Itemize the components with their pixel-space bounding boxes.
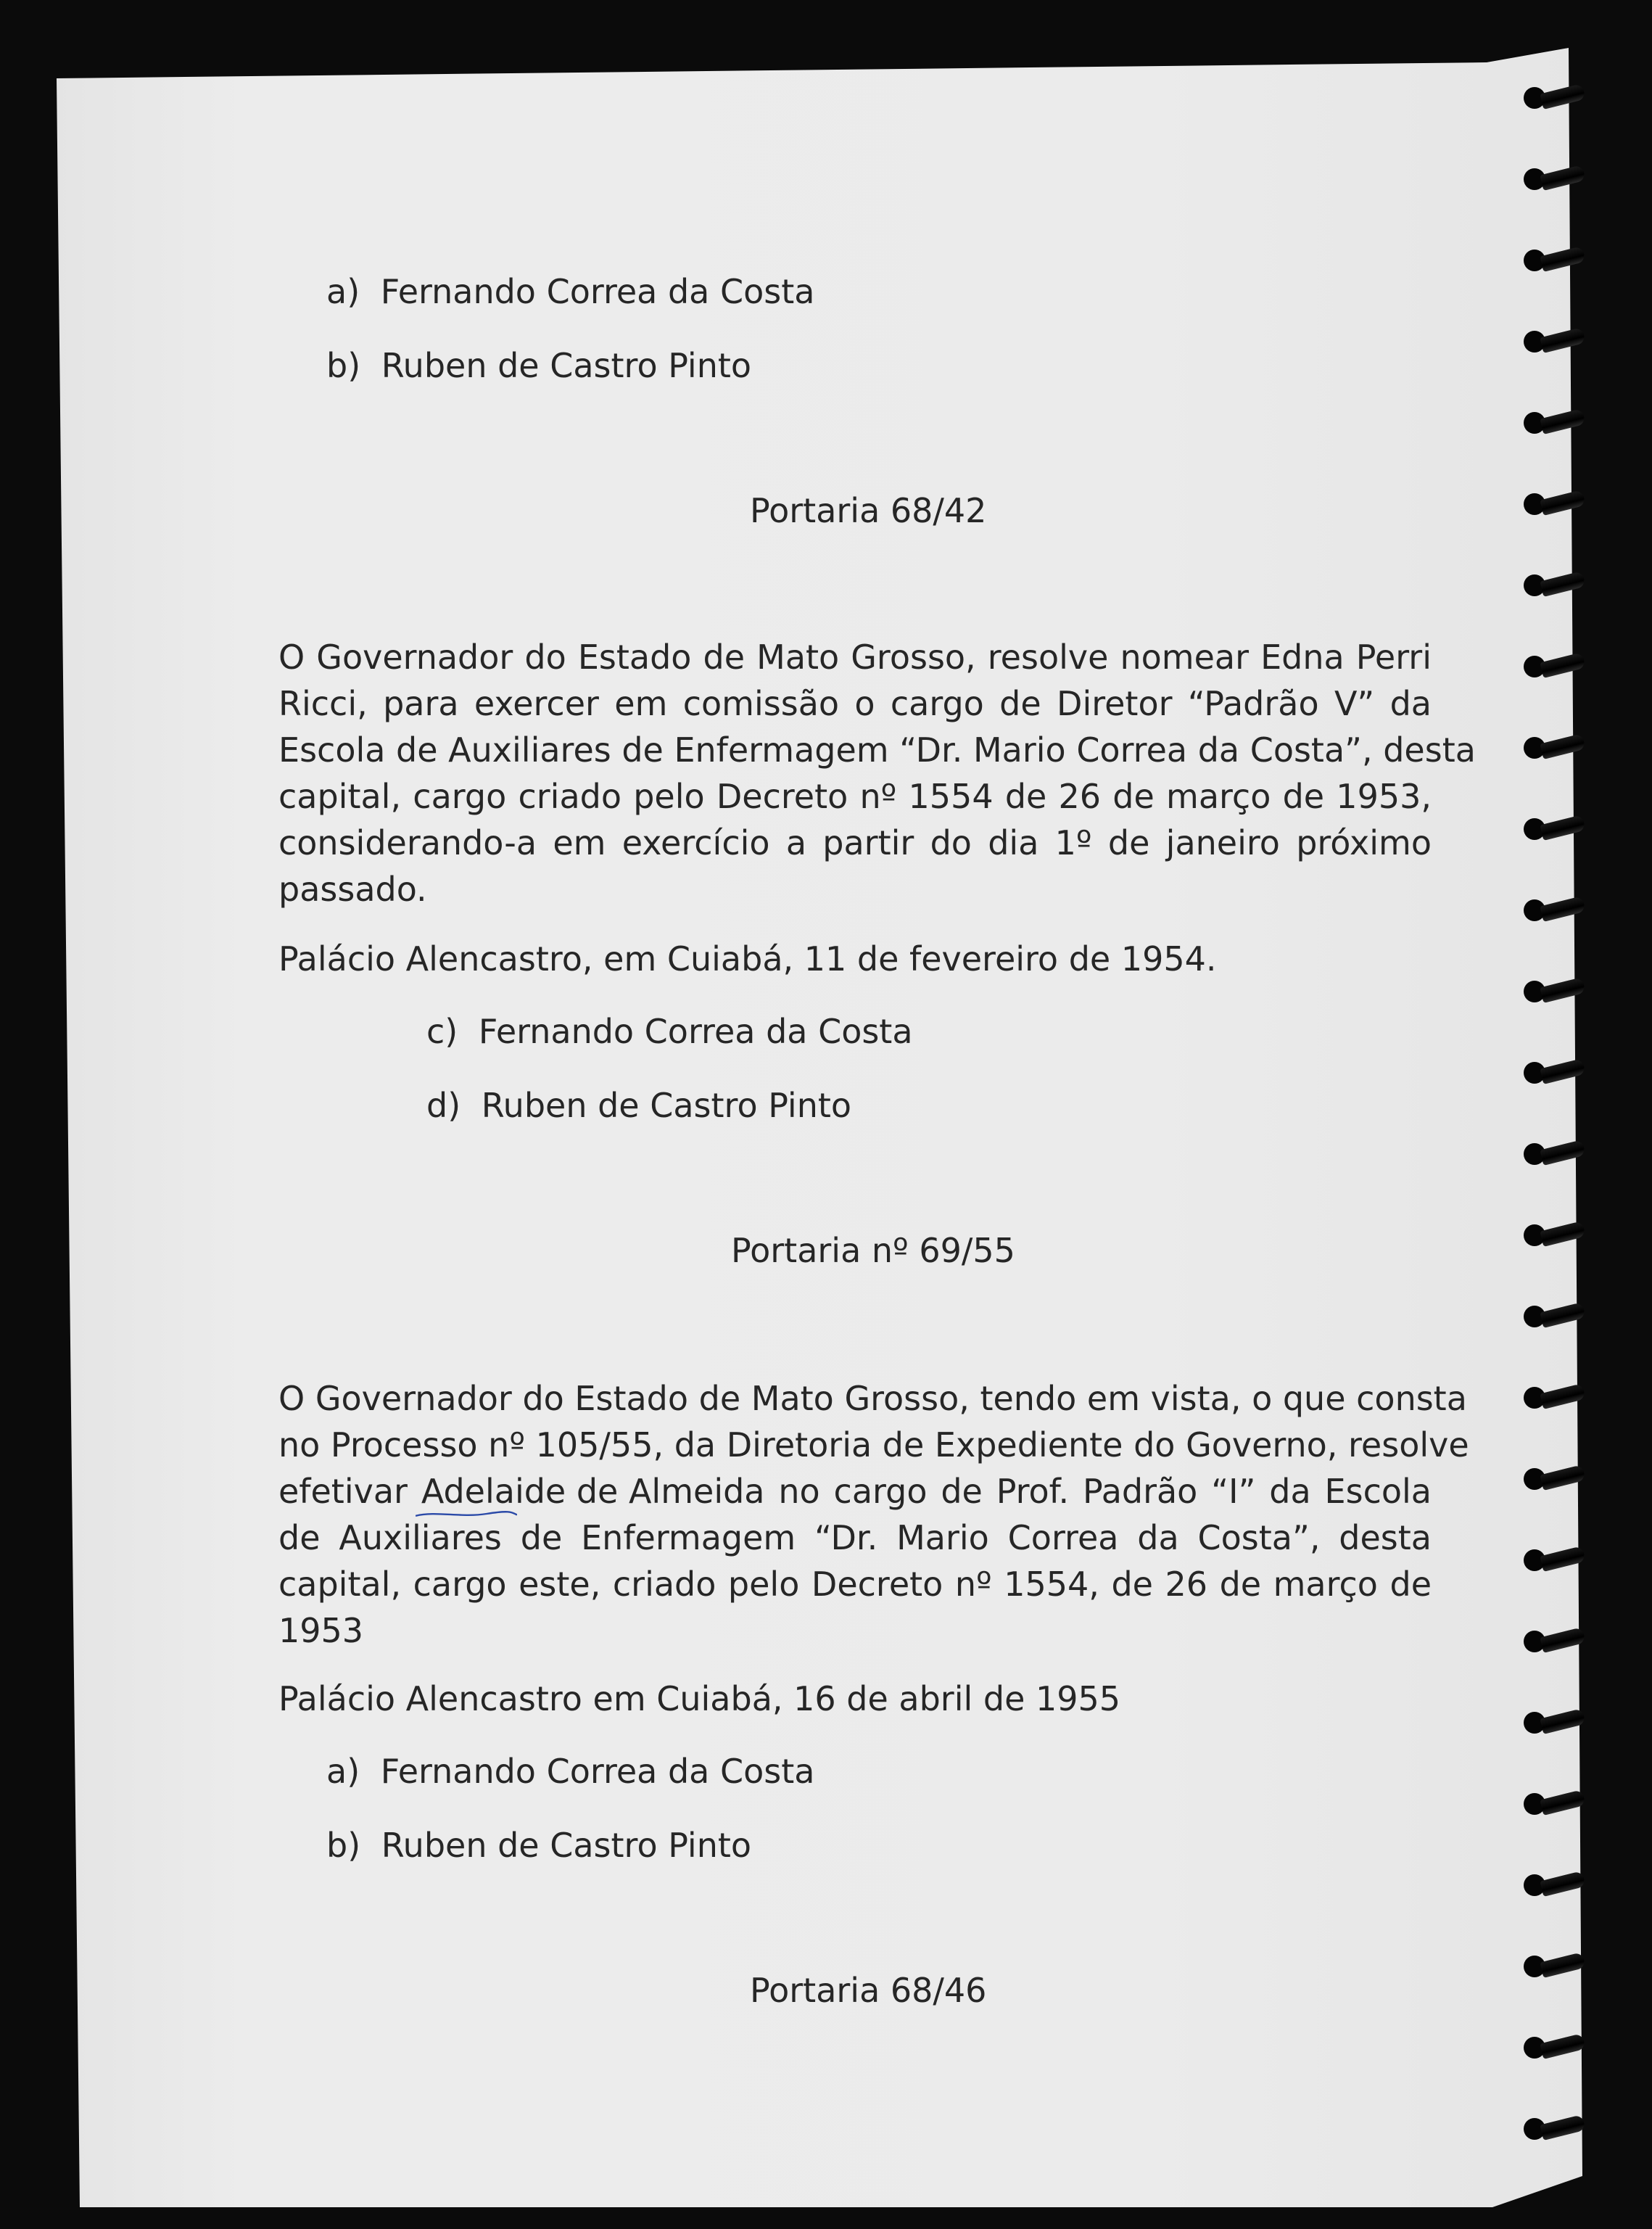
body-line: 1953	[278, 1611, 364, 1650]
signature-name: Fernando Correa da Costa	[478, 1012, 913, 1051]
signature-marker: b)	[326, 1826, 361, 1865]
signature-marker: c)	[426, 1012, 458, 1051]
signature-marker: d)	[426, 1086, 461, 1125]
employee-name: Adelaide de Almeida	[421, 1472, 765, 1511]
body-line: capital, cargo este, criado pelo Decreto nº 1554, de 26 de março de	[278, 1565, 1432, 1604]
portaria-68-42-place-date: Palácio Alencastro, em Cuiabá, 11 de fevereiro de 1954.	[278, 939, 1217, 978]
underlined-name	[421, 1468, 765, 1515]
signature-name: Fernando Correa da Costa	[380, 1752, 815, 1791]
body-line: Ricci, para exercer em comissão o cargo de Diretor “Padrão V” da	[278, 684, 1432, 723]
signature-line-d	[426, 1082, 851, 1129]
body-line: Escola de Auxiliares de Enfermagem “Dr. Mario Correa da Costa”, desta	[278, 730, 1476, 770]
body-text: no cargo de Prof. Padrão “I” da Escola	[778, 1472, 1432, 1511]
portaria-68-42-body	[278, 634, 1476, 912]
body-line: considerando-a em exercício a partir do dia 1º de janeiro próximo	[278, 823, 1432, 862]
signature-marker: a)	[326, 1752, 360, 1791]
body-text: efetivar	[278, 1472, 408, 1511]
body-line: de Auxiliares de Enfermagem “Dr. Mario Correa da Costa”, desta	[278, 1518, 1432, 1557]
signature-line-a-bottom	[326, 1748, 814, 1795]
signature-line-b-bottom	[326, 1822, 751, 1869]
signature-line-a-top	[326, 268, 814, 315]
signature-name: Ruben de Castro Pinto	[481, 1086, 852, 1125]
portaria-69-55-title: Portaria nº 69/55	[731, 1231, 1015, 1270]
signature-name: Ruben de Castro Pinto	[381, 1826, 752, 1865]
signature-marker: b)	[326, 346, 361, 385]
signature-line-b-top	[326, 342, 751, 389]
signature-name: Ruben de Castro Pinto	[381, 346, 752, 385]
ink-underline	[416, 1509, 517, 1519]
portaria-68-46-title: Portaria 68/46	[750, 1971, 987, 2010]
body-line: O Governador do Estado de Mato Grosso, tendo em vista, o que consta	[278, 1379, 1467, 1418]
portaria-69-55-place-date: Palácio Alencastro em Cuiabá, 16 de abril de 1955	[278, 1679, 1121, 1718]
body-line: passado.	[278, 870, 427, 909]
body-line: capital, cargo criado pelo Decreto nº 1554 de 26 de março de 1953,	[278, 777, 1432, 816]
portaria-69-55-body	[278, 1375, 1469, 1654]
body-line-with-name	[278, 1468, 1432, 1515]
body-line: no Processo nº 105/55, da Diretoria de Expediente do Governo, resolve	[278, 1425, 1469, 1464]
signature-marker: a)	[326, 272, 360, 311]
portaria-68-42-title: Portaria 68/42	[750, 491, 987, 530]
signature-line-c	[426, 1008, 913, 1055]
signature-name: Fernando Correa da Costa	[380, 272, 815, 311]
body-line: O Governador do Estado de Mato Grosso, resolve nomear Edna Perri	[278, 638, 1432, 677]
